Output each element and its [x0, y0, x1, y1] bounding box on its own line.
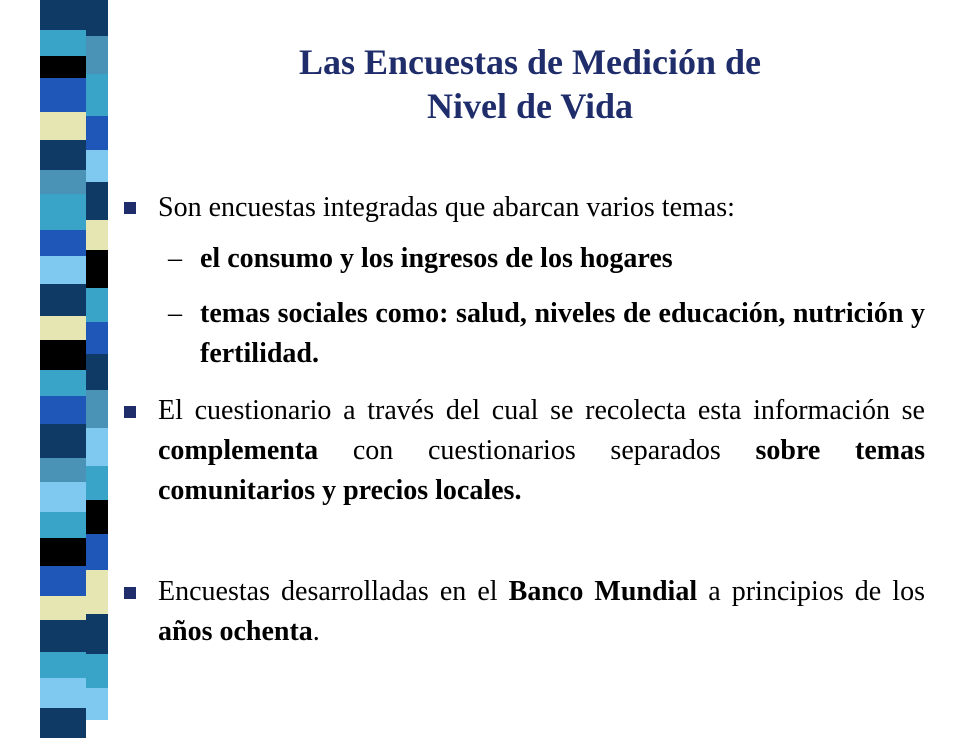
stripe-block — [40, 708, 86, 738]
bullet-item-3-text-2: a principios de los — [697, 576, 925, 607]
stripe-block — [86, 466, 108, 500]
stripe-block — [40, 140, 86, 170]
bullet-item-2-text-2: con cuestionarios separados — [318, 435, 756, 466]
bullet-item-2-bold-1: complementa — [158, 435, 319, 466]
stripe-block — [40, 340, 86, 370]
stripe-block — [86, 500, 108, 534]
stripe-block — [86, 688, 108, 720]
stripe-block — [40, 652, 86, 678]
stripe-block — [40, 30, 86, 56]
bullet-item-3-text-1: Encuestas desarrolladas en el — [158, 576, 509, 607]
bullet-item-1: Son encuestas integradas que abarcan varios temas: — [158, 192, 735, 223]
stripe-block — [86, 150, 108, 182]
stripe-block — [40, 678, 86, 708]
bullet-icon — [124, 406, 136, 418]
stripe-block — [86, 322, 108, 354]
sub-item-1: el consumo y los ingresos de los hogares — [200, 243, 673, 274]
sub-item-2: temas sociales como: salud, niveles de educación, nutrición y fertilidad. — [200, 298, 925, 369]
stripe-block — [40, 112, 86, 140]
stripe-block — [86, 614, 108, 654]
stripe-block — [86, 74, 108, 116]
bullet-item-3-text-3: . — [312, 616, 320, 647]
slide-title — [150, 40, 910, 128]
stripe-block — [40, 194, 86, 230]
stripe-block — [86, 354, 108, 390]
bullet-item-3 — [158, 572, 925, 652]
stripe-block — [40, 316, 86, 340]
stripe-block — [86, 36, 108, 74]
stripe-block — [40, 396, 86, 424]
dash-icon: – — [168, 298, 182, 329]
stripe-block — [86, 220, 108, 250]
stripe-block — [86, 182, 108, 220]
stripe-block — [86, 250, 108, 288]
stripe-block — [40, 512, 86, 538]
bullet-item-3-bold-1: Banco Mundial — [508, 576, 698, 607]
stripe-block — [86, 534, 108, 570]
stripe-block — [40, 256, 86, 284]
bullet-item-2-text-1: El cuestionario a través del cual se recolecta esta información se — [158, 395, 925, 426]
slide-title-line-2: Nivel de Vida — [426, 86, 633, 126]
bullet-item-2-bold-2: sobre temas comunitarios y precios locales. — [158, 435, 925, 506]
stripe-block — [86, 654, 108, 688]
stripe-block — [40, 370, 86, 396]
stripe-block — [40, 458, 86, 482]
stripe-block — [40, 538, 86, 566]
stripe-block — [86, 116, 108, 150]
bullet-item-3-bold-2: años ochenta — [158, 616, 313, 647]
stripe-block — [40, 596, 86, 620]
stripe-block — [40, 170, 86, 194]
decorative-stripe — [0, 0, 110, 720]
stripe-block — [86, 428, 108, 466]
stripe-block — [40, 0, 86, 30]
stripe-block — [40, 620, 86, 652]
stripe-block — [40, 424, 86, 458]
stripe-block — [40, 78, 86, 112]
slide-title-line-1: Las Encuestas de Medición de — [298, 42, 762, 82]
bullet-item-2 — [158, 391, 925, 511]
stripe-block — [86, 390, 108, 428]
stripe-block — [40, 566, 86, 596]
stripe-block — [40, 482, 86, 512]
bullet-icon — [124, 202, 136, 214]
dash-icon: – — [168, 243, 182, 274]
bullet-icon — [124, 587, 136, 599]
stripe-block — [86, 0, 108, 36]
stripe-block — [40, 284, 86, 316]
stripe-block — [86, 288, 108, 322]
stripe-block — [40, 56, 86, 78]
stripe-block — [40, 230, 86, 256]
stripe-block — [86, 570, 108, 614]
